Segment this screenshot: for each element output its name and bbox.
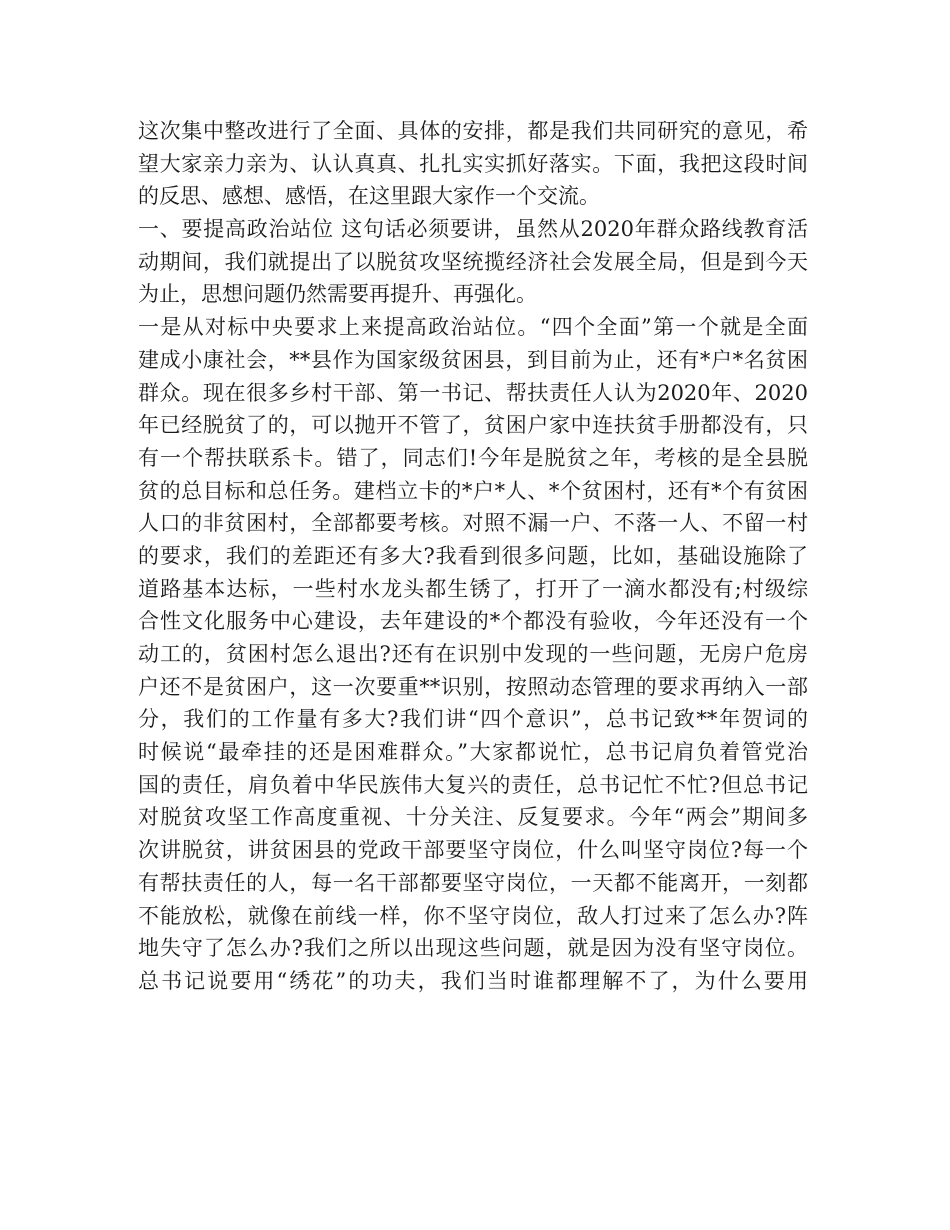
text-line: 贫的总目标和总任务。建档立卡的*户*人、*个贫困村，还有*个有贫困 [138,478,808,503]
body-text [138,115,808,998]
text-line: 时候说“最牵挂的还是困难群众。”大家都说忙，总书记肩负着管党治 [138,740,808,765]
text-line: 次讲脱贫，讲贫困县的党政干部要坚守岗位，什么叫坚守岗位?每一个 [138,838,808,863]
text-line: 为止，思想问题仍然需要再提升、再强化。 [138,282,537,307]
text-line: 一、要提高政治站位 这句话必须要讲，虽然从2020年群众路线教育活 [138,217,808,242]
text-line: 有一个帮扶联系卡。错了，同志们!今年是脱贫之年，考核的是全县脱 [138,445,808,470]
text-line: 望大家亲力亲为、认认真真、扎扎实实抓好落实。下面，我把这段时间 [138,151,808,176]
text-line: 有帮扶责任的人，每一名干部都要坚守岗位，一天都不能离开，一刻都 [138,870,808,895]
text-line: 的要求，我们的差距还有多大?我看到很多问题，比如，基础设施除了 [138,543,808,568]
text-line: 动工的，贫困村怎么退出?还有在识别中发现的一些问题，无房户危房 [138,642,808,666]
text-line: 一是从对标中央要求上来提高政治站位。“四个全面”第一个就是全面 [138,315,808,340]
text-line: 的反思、感想、感悟，在这里跟大家作一个交流。 [138,184,600,209]
text-line: 地失守了怎么办?我们之所以出现这些问题，就是因为没有坚守岗位。 [138,936,808,961]
text-line: 对脱贫攻坚工作高度重视、十分关注、反复要求。今年“两会”期间多 [138,805,808,830]
text-line: 建成小康社会，**县作为国家级贫困县，到目前为止，还有*户*名贫困 [138,347,808,372]
text-line: 动期间，我们就提出了以脱贫攻坚统揽经济社会发展全局，但是到今天 [138,249,808,274]
text-line: 这次集中整改进行了全面、具体的安排，都是我们共同研究的意见，希 [138,119,808,143]
text-line: 年已经脱贫了的，可以抛开不管了，贫困户家中连扶贫手册都没有，只 [138,413,808,438]
text-line: 总书记说要用“绣花”的功夫，我们当时谁都理解不了，为什么要用 [138,968,808,993]
text-line: 人口的非贫困村，全部都要考核。对照不漏一户、不落一人、不留一村 [138,511,808,536]
text-line: 国的责任，肩负着中华民族伟大复兴的责任，总书记忙不忙?但总书记 [138,772,808,797]
text-line: 户还不是贫困户，这一次要重**识别，按照动态管理的要求再纳入一部 [138,674,808,699]
text-line: 群众。现在很多乡村干部、第一书记、帮扶责任人认为2020年、2020 [138,380,808,405]
text-line: 不能放松，就像在前线一样，你不坚守岗位，敌人打过来了怎么办?阵 [138,903,808,928]
text-line: 分，我们的工作量有多大?我们讲“四个意识”，总书记致**年贺词的 [138,707,808,732]
text-line: 合性文化服务中心建设，去年建设的*个都没有验收，今年还没有一个 [138,609,808,634]
text-line: 道路基本达标，一些村水龙头都生锈了，打开了一滴水都没有;村级综 [138,576,808,601]
